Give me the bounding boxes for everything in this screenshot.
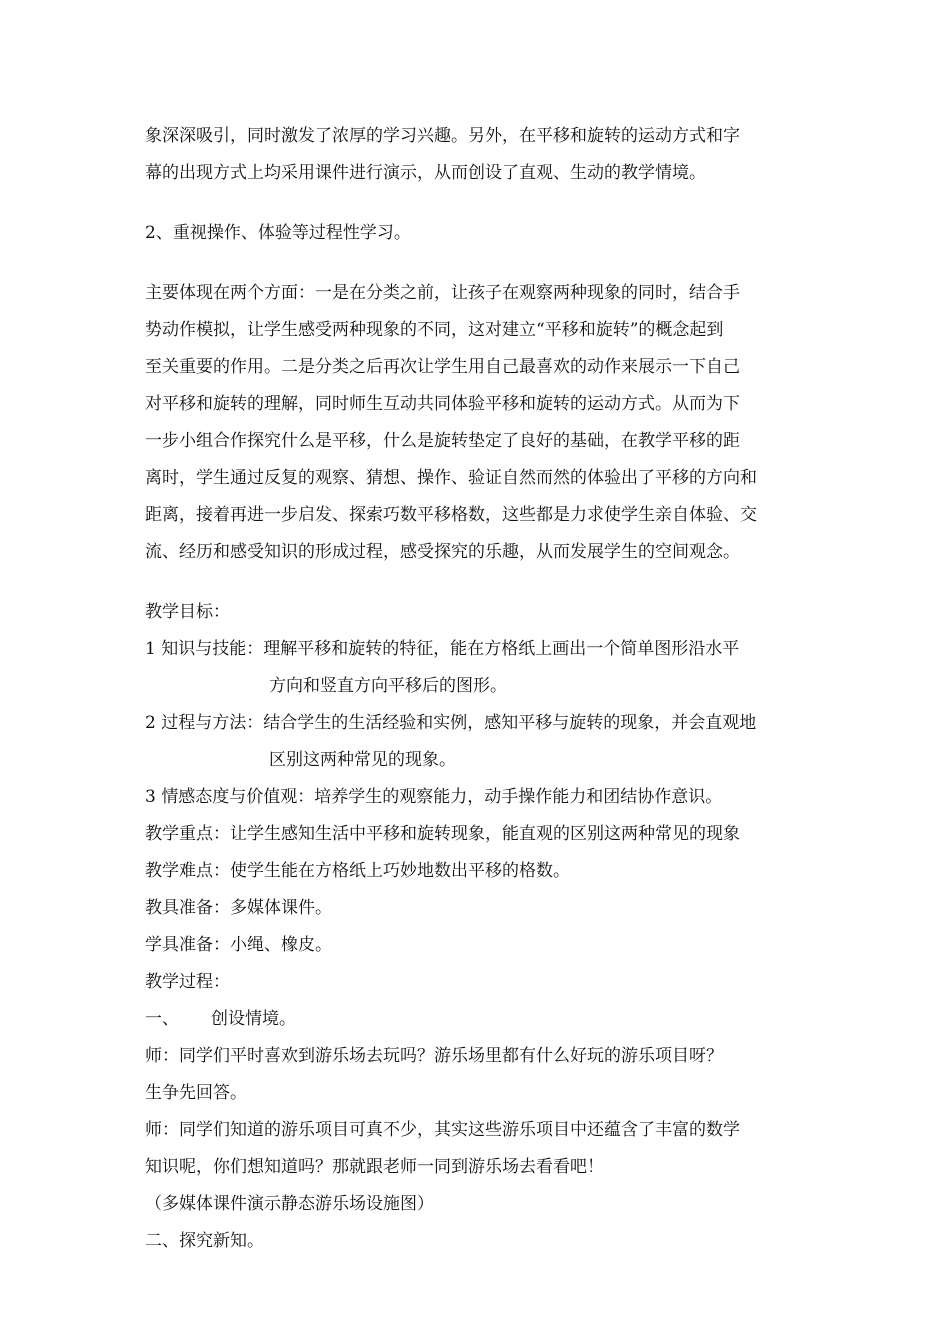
step-1-marker: 一、 [145, 1009, 179, 1029]
goal-1-continuation: 方向和竖直方向平移后的图形。 [269, 676, 507, 696]
intro-line-2: 幕的出现方式上均采用课件进行演示，从而创设了直观、生动的教学情境。 [145, 163, 706, 183]
step-1-title: 创设情境。 [211, 1009, 296, 1029]
goal-2-label: 2 过程与方法： [145, 713, 264, 733]
body-line: 距离，接着再进一步启发、探索巧数平移格数，这些都是力求使学生亲自体验、交 [145, 505, 757, 525]
body-line: 势动作模拟，让学生感受两种现象的不同，这对建立“平移和旋转”的概念起到 [145, 320, 724, 340]
goal-2-text: 结合学生的生活经验和实例，感知平移与旋转的现象，并会直观地 [263, 713, 757, 733]
body-line: 一步小组合作探究什么是平移，什么是旋转垫定了良好的基础，在教学平移的距 [145, 431, 740, 451]
goal-1-text: 理解平移和旋转的特征，能在方格纸上画出一个简单图形沿水平 [263, 639, 740, 659]
document-page [145, 118, 810, 1260]
goal-2-continuation: 区别这两种常见的现象。 [269, 750, 456, 770]
teaching-goals [145, 594, 810, 816]
body-line: 对平移和旋转的理解，同时师生互动共同体验平移和旋转的运动方式。从而为下 [145, 394, 740, 414]
body-line: 至关重要的作用。二是分类之后再次让学生用自己最喜欢的动作来展示一下自己 [145, 357, 740, 377]
body-line: 主要体现在两个方面：一是在分类之前，让孩子在观察两种现象的同时，结合手 [145, 283, 740, 303]
dialogue-line: 师：同学们平时喜欢到游乐场去玩吗？游乐场里都有什么好玩的游乐项目呀？ [145, 1046, 723, 1066]
intro-line-1: 象深深吸引，同时激发了浓厚的学习兴趣。另外，在平移和旋转的运动方式和字 [145, 126, 740, 146]
goals-heading: 教学目标： [145, 602, 230, 622]
step-2-heading: 二、探究新知。 [145, 1231, 264, 1251]
teacher-prep: 教具准备：多媒体课件。 [145, 898, 332, 918]
difficulty: 教学难点：使学生能在方格纸上巧妙地数出平移的格数。 [145, 861, 570, 881]
goal-3: 3 情感态度与价值观：培养学生的观察能力，动手操作能力和团结协作意识。 [145, 787, 723, 807]
section-2-heading: 2、重视操作、体验等过程性学习。 [145, 223, 411, 243]
student-prep: 学具准备：小绳、橡皮。 [145, 935, 332, 955]
dialogue-line: （多媒体课件演示静态游乐场设施图） [145, 1194, 434, 1214]
goal-2 [145, 705, 810, 742]
goal-1-label: 1 知识与技能： [145, 639, 264, 659]
dialogue-line: 师：同学们知道的游乐项目可真不少，其实这些游乐项目中还蕴含了丰富的数学 [145, 1120, 740, 1140]
process-heading: 教学过程： [145, 972, 230, 992]
body-line: 流、经历和感受知识的形成过程，感受探究的乐趣，从而发展学生的空间观念。 [145, 542, 740, 562]
goal-1 [145, 631, 810, 668]
step-1-heading [145, 1001, 810, 1038]
body-paragraph [145, 275, 810, 571]
dialogue-line: 生争先回答。 [145, 1083, 247, 1103]
dialogue-line: 知识呢，你们想知道吗？那就跟老师一同到游乐场去看看吧！ [145, 1157, 604, 1177]
key-point: 教学重点：让学生感知生活中平移和旋转现象，能直观的区别这两种常见的现象 [145, 824, 740, 844]
body-line: 离时，学生通过反复的观察、猜想、操作、验证自然而然的体验出了平移的方向和 [145, 468, 757, 488]
